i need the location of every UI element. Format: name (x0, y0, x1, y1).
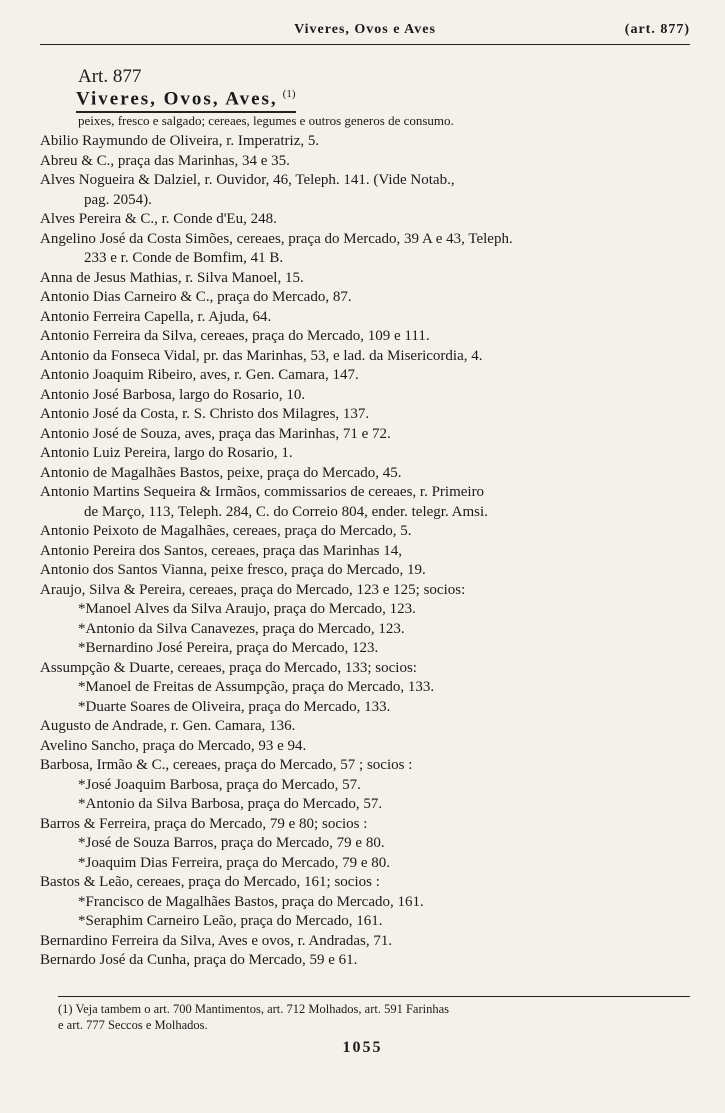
page-number: 1055 (342, 1039, 383, 1056)
article-label: Art. 877 (78, 66, 142, 87)
section-description: peixes, fresco e salgado; cereaes, legumes e outros generos de consumo. (78, 113, 454, 128)
entry-continuation: 233 e r. Conde de Bomfim, 41 B. (84, 250, 284, 266)
directory-entry: Araujo, Silva & Pereira, cereaes, praça do Mercado, 123 e 125; socios: (40, 581, 466, 598)
directory-entry: Alves Nogueira & Dalziel, r. Ouvidor, 46, Teleph. 141. (Vide Notab., (40, 172, 455, 188)
directory-entry: Augusto de Andrade, r. Gen. Camara, 136. (40, 718, 296, 734)
directory-entry: Antonio de Magalhães Bastos, peixe, praça do Mercado, 45. (40, 464, 402, 481)
running-article-number: (art. 877) (624, 22, 690, 37)
directory-entry: Antonio Joaquim Ribeiro, aves, r. Gen. Camara, 147. (40, 367, 359, 383)
directory-entry: Barbosa, Irmão & C., cereaes, praça do Mercado, 57 ; socios : (40, 757, 413, 773)
section-title-text: Viveres, Ovos, Aves, (76, 88, 278, 110)
directory-entry: Antonio José da Costa, r. S. Christo dos Milagres, 137. (40, 406, 370, 422)
directory-entry: Angelino José da Costa Simões, cereaes, praça do Mercado, 39 A e 43, Teleph. (40, 230, 513, 247)
directory-entry: Antonio Ferreira da Silva, cereaes, praça do Mercado, 109 e 111. (40, 328, 430, 344)
footnote (58, 1001, 698, 1033)
partner-entry: *José de Souza Barros, praça do Mercado, 79 e 80. (78, 835, 385, 851)
directory-entry: Alves Pereira & C., r. Conde d'Eu, 248. (40, 211, 277, 227)
partner-entry: *Francisco de Magalhães Bastos, praça do Mercado, 161. (78, 893, 424, 910)
footnote-line-1: (1) Veja tambem o art. 700 Mantimentos, art. 712 Molhados, art. 591 Farinhas (58, 1002, 450, 1016)
directory-entry: Bernardo José da Cunha, praça do Mercado, 59 e 61. (40, 952, 358, 968)
directory-entry: Antonio José de Souza, aves, praça das Marinhas, 71 e 72. (40, 425, 391, 442)
directory-entry: Antonio Peixoto de Magalhães, cereaes, praça do Mercado, 5. (40, 523, 412, 539)
partner-entry: *Manoel de Freitas de Assumpção, praça do Mercado, 133. (78, 679, 435, 695)
partner-entry: *Antonio da Silva Barbosa, praça do Mercado, 57. (78, 796, 383, 812)
directory-entry: Antonio José Barbosa, largo do Rosario, 10. (40, 386, 306, 403)
header-rule (40, 44, 690, 45)
entry-list (40, 132, 690, 971)
directory-entry: Avelino Sancho, praça do Mercado, 93 e 94. (40, 737, 307, 754)
partner-entry: *José Joaquim Barbosa, praça do Mercado, 57. (78, 776, 361, 793)
footnote-rule (58, 996, 690, 997)
entry-continuation: de Março, 113, Teleph. 284, C. do Correio 804, ender. telegr. Amsi. (84, 503, 488, 520)
directory-entry: Antonio Luiz Pereira, largo do Rosario, 1. (40, 445, 293, 461)
directory-entry: Antonio dos Santos Vianna, peixe fresco, praça do Mercado, 19. (40, 562, 426, 578)
partner-entry: *Seraphim Carneiro Leão, praça do Mercado, 161. (78, 913, 383, 929)
directory-entry: Bastos & Leão, cereaes, praça do Mercado, 161; socios : (40, 874, 380, 890)
footnote-marker: (1) (282, 88, 296, 100)
directory-entry: Bernardino Ferreira da Silva, Aves e ovos, r. Andradas, 71. (40, 932, 393, 949)
directory-entry: Abilio Raymundo de Oliveira, r. Imperatriz, 5. (40, 133, 320, 149)
directory-entry: Antonio da Fonseca Vidal, pr. das Marinhas, 53, e lad. da Misericordia, 4. (40, 347, 483, 364)
footnote-line-2: e art. 777 Seccos e Molhados. (58, 1018, 208, 1032)
partner-entry: *Manoel Alves da Silva Araujo, praça do Mercado, 123. (78, 601, 416, 617)
directory-entry: Antonio Pereira dos Santos, cereaes, praça das Marinhas 14, (40, 542, 402, 559)
directory-entry: Abreu & C., praça das Marinhas, 34 e 35. (40, 152, 290, 169)
entry-continuation: pag. 2054). (84, 191, 152, 208)
section-title (76, 88, 296, 113)
directory-entry: Assumpção & Duarte, cereaes, praça do Mercado, 133; socios: (40, 659, 417, 676)
directory-entry: Barros & Ferreira, praça do Mercado, 79 e 80; socios : (40, 815, 368, 832)
directory-entry: Antonio Ferreira Capella, r. Ajuda, 64. (40, 308, 272, 325)
partner-entry: *Duarte Soares de Oliveira, praça do Mercado, 133. (78, 698, 391, 715)
partner-entry: *Antonio da Silva Canavezes, praça do Mercado, 123. (78, 620, 405, 637)
partner-entry: *Joaquim Dias Ferreira, praça do Mercado, 79 e 80. (78, 854, 390, 871)
directory-entry: Antonio Martins Sequeira & Irmãos, commissarios de cereaes, r. Primeiro (40, 484, 485, 500)
directory-entry: Antonio Dias Carneiro & C., praça do Mercado, 87. (40, 289, 352, 305)
partner-entry: *Bernardino José Pereira, praça do Mercado, 123. (78, 640, 379, 656)
running-title: Viveres, Ovos e Aves (294, 22, 436, 37)
directory-entry: Anna de Jesus Mathias, r. Silva Manoel, 15. (40, 269, 304, 286)
